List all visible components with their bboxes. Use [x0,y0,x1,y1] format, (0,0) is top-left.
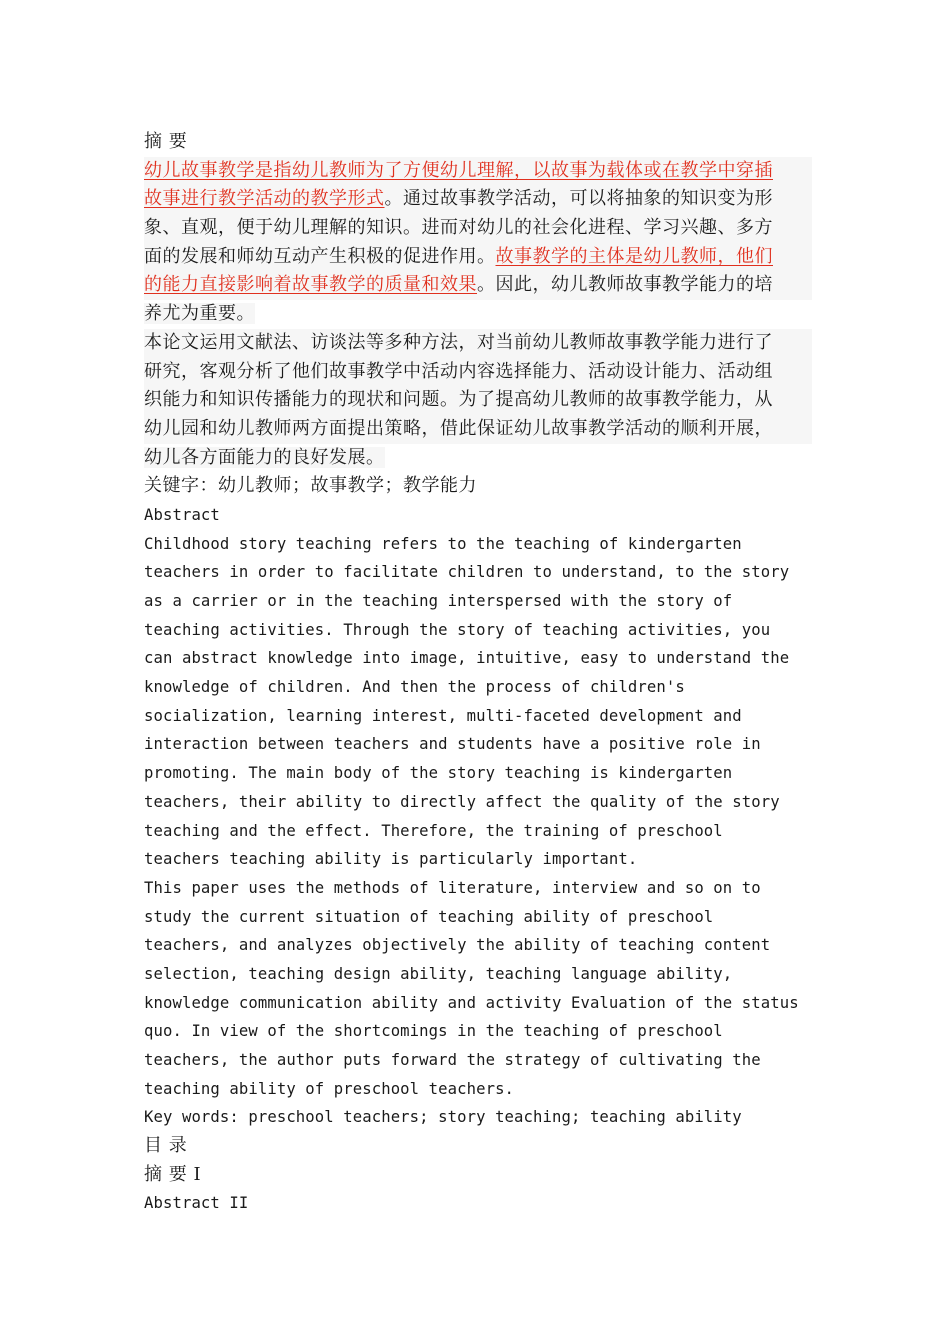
en-p1-line: teaching and the effect. Therefore, the training of preschool [144,821,723,840]
text-span: 面的发展和师幼互动产生积极的促进作用。 [144,245,496,267]
en-abstract-paragraph-2 [144,874,812,1104]
toc-item[interactable]: 摘 要 I [144,1163,202,1185]
en-p1-line: interaction between teachers and students have a positive role in [144,735,761,754]
highlighted-text: 故事教学的主体是幼儿教师，他们 [495,245,773,267]
en-p1-line: teachers in order to facilitate children to understand, to the story [144,563,790,582]
text-span: 。通过故事教学活动，可以将抽象的知识变为形 [384,188,773,210]
en-p1-line: promoting. The main body of the story teaching is kindergarten [144,764,733,783]
en-p1-line: teachers teaching ability is particularly important. [144,850,638,869]
cn-p2-line: 本论文运用文献法、访谈法等多种方法，对当前幼儿教师故事教学能力进行了 [144,329,812,358]
en-p1-line: as a carrier or in the teaching interspersed with the story of [144,592,733,610]
en-p1-line: socialization, learning interest, multi-faceted development and [144,706,742,725]
en-p2-line: teachers, the author puts forward the strategy of cultivating the [144,1051,761,1069]
toc-item[interactable]: Abstract II [144,1194,249,1213]
document-page [144,128,812,1218]
cn-abstract-paragraph-2 [144,329,812,472]
text-span: 象、直观，便于幼儿理解的知识。进而对幼儿的社会化进程、学习兴趣、多方 [144,217,773,239]
en-p2-line: selection, teaching design ability, teaching language ability, [144,964,733,983]
en-p2-line: knowledge communication ability and activity Evaluation of the status [144,993,799,1012]
cn-abstract-paragraph-1 [144,157,812,329]
cn-p2-line: 织能力和知识传播能力的现状和问题。为了提高幼儿教师的故事教学能力，从 [144,386,812,415]
cn-p2-line: 幼儿园和幼儿教师两方面提出策略，借此保证幼儿故事教学活动的顺利开展， [144,415,812,444]
cn-p1-line [144,300,812,329]
cn-abstract-heading: 摘 要 [144,131,188,152]
cn-p2-line: 幼儿各方面能力的良好发展。 [144,446,385,468]
text-span: 养尤为重要。 [144,303,255,325]
cn-p2-line: 研究，客观分析了他们故事教学中活动内容选择能力、活动设计能力、活动组 [144,358,812,387]
cn-keywords: 关键字：幼儿教师；故事教学；教学能力 [144,475,477,497]
highlighted-text: 幼儿故事教学是指幼儿教师为了方便幼儿理解，以故事为载体或在教学中穿插 [144,159,773,181]
en-abstract-paragraph-1 [144,530,812,874]
cn-p1-line [144,243,812,272]
en-p2-line: teaching ability of preschool teachers. [144,1079,515,1098]
en-p1-line: can abstract knowledge into image, intuitive, easy to understand the [144,649,790,668]
en-p1-line: teaching activities. Through the story of teaching activities, you [144,620,771,639]
en-p1-line: knowledge of children. And then the process of children's [144,678,685,697]
highlighted-text: 故事进行教学活动的教学形式 [144,188,385,210]
toc-heading: 目 录 [144,1135,188,1157]
highlighted-text: 的能力直接影响着故事教学的质量和效果 [144,274,477,296]
text-span: 。因此，幼儿教师故事教学能力的培 [477,274,773,296]
cn-p1-line [144,185,812,214]
en-p2-line: teachers, and analyzes objectively the ability of teaching content [144,936,771,955]
en-p1-line: teachers, their ability to directly affect the quality of the story [144,792,780,811]
cn-p1-line [144,214,812,243]
cn-p1-line [144,271,812,300]
en-keywords: Key words: preschool teachers; story teaching; teaching ability [144,1108,742,1127]
en-p2-line: This paper uses the methods of literature, interview and so on to [144,878,761,897]
en-abstract-heading: Abstract [144,505,220,524]
en-p2-line: study the current situation of teaching ability of preschool [144,907,714,926]
en-p2-line: quo. In view of the shortcomings in the teaching of preschool [144,1022,723,1041]
cn-p1-line [144,157,812,186]
en-p1-line: Childhood story teaching refers to the teaching of kindergarten [144,534,742,553]
